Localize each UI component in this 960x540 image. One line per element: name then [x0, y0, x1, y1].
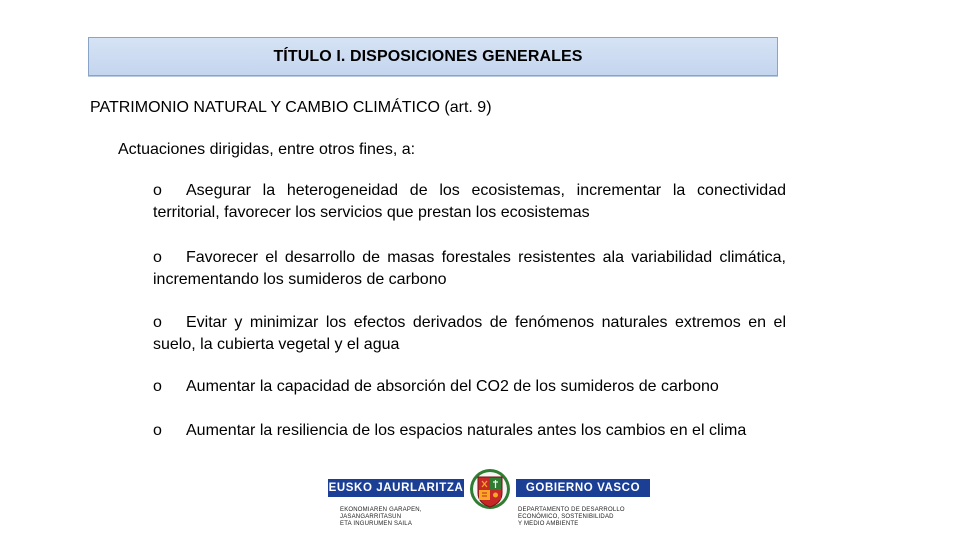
bullet-marker: o: [153, 182, 162, 199]
basque-government-shield-icon: [468, 467, 512, 511]
logo-bar-right: GOBIERNO VASCO: [516, 479, 650, 497]
list-item: [153, 247, 786, 291]
bullet-text: Favorecer el desarrollo de masas forestales resistentes ala variabilidad climática, incrementando los sumideros de carbono: [153, 249, 786, 288]
section-heading: PATRIMONIO NATURAL Y CAMBIO CLIMÁTICO (art. 9): [90, 99, 492, 116]
dept-name-spanish: [518, 507, 625, 528]
bullet-marker: o: [153, 422, 162, 439]
list-item: [153, 312, 786, 356]
bullet-text: Asegurar la heterogeneidad de los ecosistemas, incrementar la conectividad territorial, favorecer los servicios que prestan los ecosistemas: [153, 182, 786, 221]
bullet-text: Aumentar la capacidad de absorción del CO2 de los sumideros de carbono: [186, 378, 719, 395]
bullet-marker: o: [153, 378, 162, 395]
dept-line: ECONÓMICO, SOSTENIBILIDAD: [518, 514, 614, 520]
dept-name-basque: [340, 507, 422, 528]
bullet-marker: o: [153, 249, 162, 266]
dept-line: ETA INGURUMEN SAILA: [340, 521, 413, 527]
list-item: [153, 180, 786, 224]
government-logo: [328, 467, 652, 529]
page-title: TÍTULO I. DISPOSICIONES GENERALES: [273, 47, 583, 65]
bullet-marker: o: [153, 314, 162, 331]
logo-bar-left: EUSKO JAURLARITZA: [328, 479, 464, 497]
intro-text: Actuaciones dirigidas, entre otros fines, a:: [118, 141, 416, 158]
title-banner: [88, 37, 778, 76]
bullet-text: Evitar y minimizar los efectos derivados de fenómenos naturales extremos en el suelo, la cubierta vegetal y el agua: [153, 314, 786, 353]
dept-line: JASANGARRITASUN: [340, 514, 402, 520]
dept-line: DEPARTAMENTO DE DESARROLLO: [518, 507, 625, 513]
bullet-text: Aumentar la resiliencia de los espacios naturales antes los cambios en el clima: [186, 422, 747, 439]
list-item: [153, 420, 786, 442]
list-item: [153, 376, 786, 398]
dept-line: EKONOMIAREN GARAPEN,: [340, 507, 422, 513]
dept-line: Y MEDIO AMBIENTE: [518, 521, 579, 527]
